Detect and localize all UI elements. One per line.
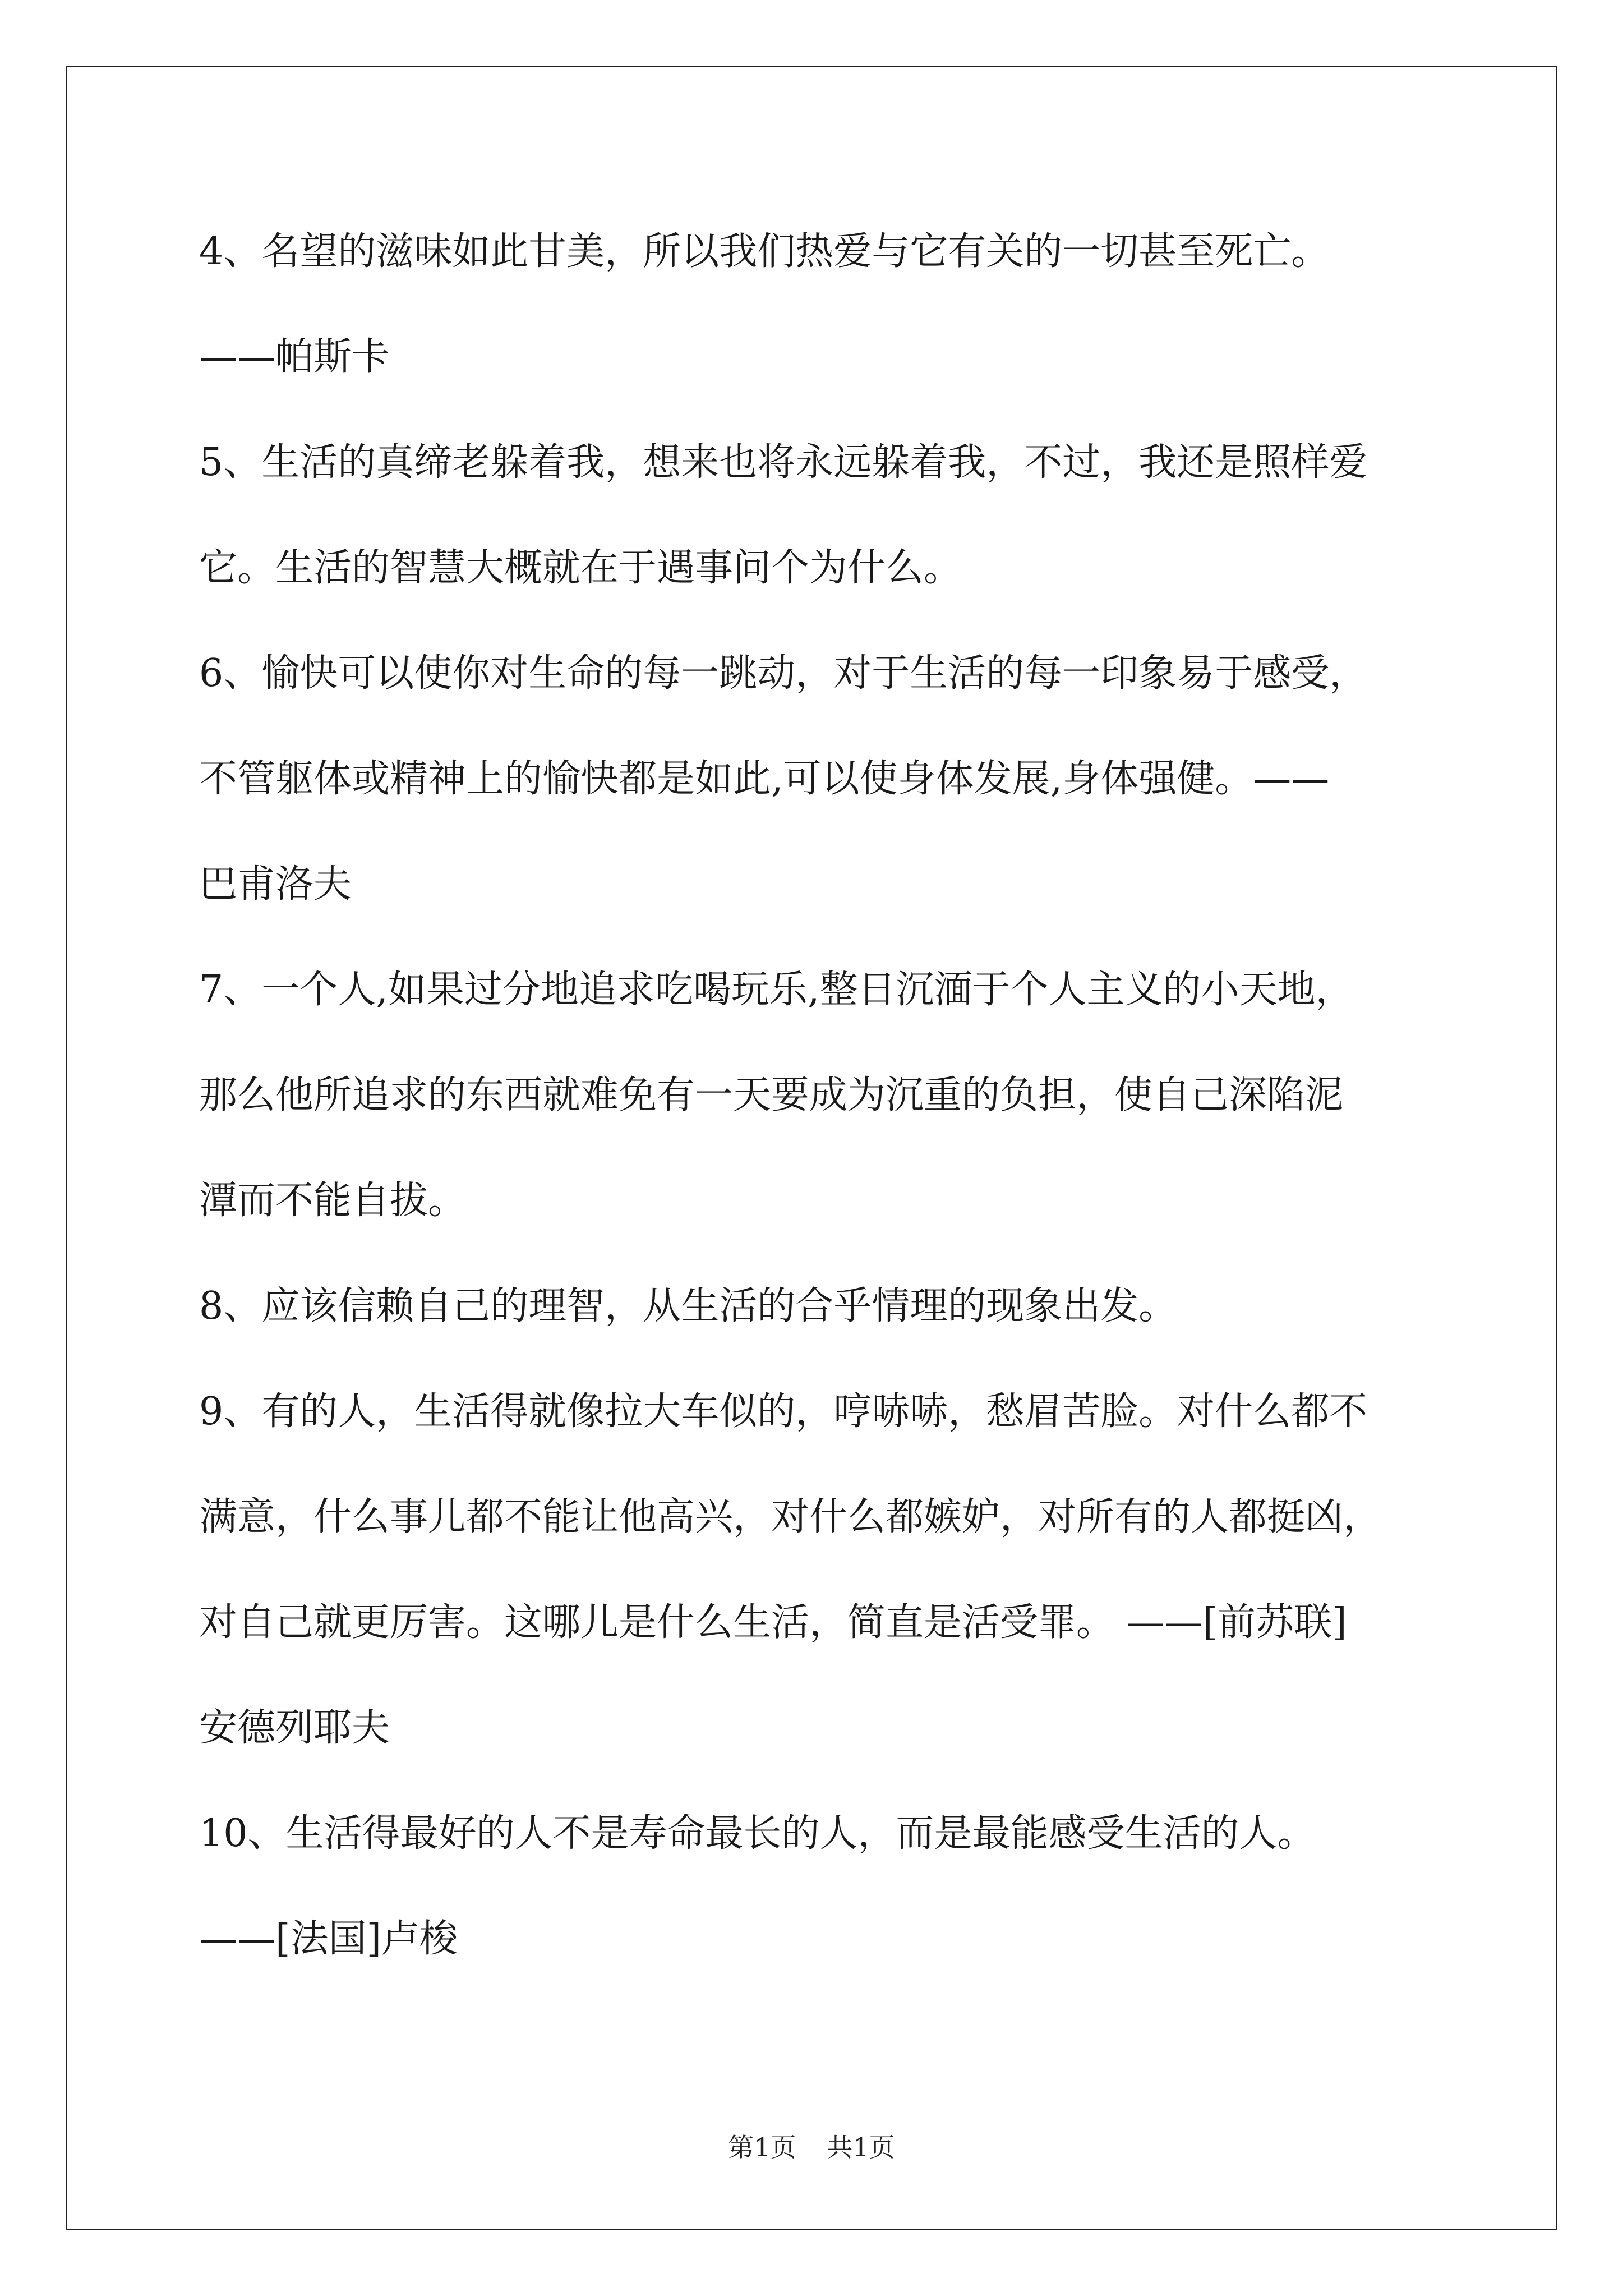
text-line: ——[法国]卢梭	[199, 1917, 458, 1961]
text-line: 4、名望的滋味如此甘美，所以我们热爱与它有关的一切甚至死亡。	[199, 229, 1330, 274]
text-line: 巴甫洛夫	[199, 862, 352, 907]
text-line: 那么他所追求的东西就难免有一天要成为沉重的负担，使自己深陷泥	[199, 1073, 1344, 1117]
text-line: 6、愉快可以使你对生命的每一跳动，对于生活的每一印象易于感受，	[199, 651, 1368, 696]
page-total: 共1页	[827, 2132, 895, 2162]
text-line: 5、生活的真缔老躲着我，想来也将永远躲着我，不过，我还是照样爱	[199, 440, 1368, 485]
text-line: ——帕斯卡	[199, 335, 390, 379]
text-line: 7、一个人,如果过分地追求吃喝玩乐,整日沉湎于个人主义的小天地，	[199, 968, 1354, 1012]
text-line: 不管躯体或精神上的愉快都是如此,可以使身体发展,身体强健。——	[199, 757, 1330, 801]
text-line: 9、有的人，生活得就像拉大车似的，哼哧哧，愁眉苦脸。对什么都不	[199, 1389, 1368, 1434]
text-line: 安德列耶夫	[199, 1706, 390, 1750]
text-line: 潭而不能自拔。	[199, 1179, 467, 1223]
text-line: 对自己就更厉害。这哪儿是什么生活，简直是活受罪。 ——[前苏联]	[199, 1600, 1347, 1645]
text-line: 它。生活的智慧大概就在于遇事问个为什么。	[199, 546, 962, 590]
page-footer	[0, 2131, 1623, 2164]
document-body	[199, 199, 1461, 1992]
text-line: 10、生活得最好的人不是寿命最长的人，而是最能感受生活的人。	[199, 1811, 1316, 1856]
text-line: 8、应该信赖自己的理智，从生活的合乎情理的现象出发。	[199, 1284, 1177, 1328]
text-line: 满意，什么事儿都不能让他高兴，对什么都嫉妒，对所有的人都挺凶，	[199, 1495, 1382, 1539]
page-number: 第1页	[728, 2132, 796, 2162]
